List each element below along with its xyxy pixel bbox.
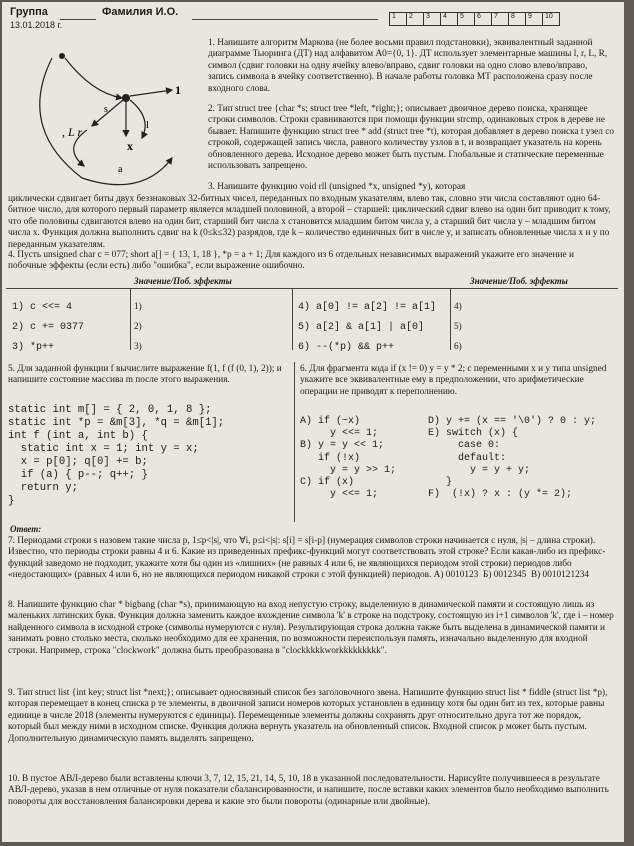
- score-cell: 6: [474, 12, 492, 26]
- answer-label: Ответ:: [10, 524, 42, 534]
- task-4-expr: 1) c <<= 4: [12, 302, 73, 313]
- diagram-label: 1: [175, 83, 181, 97]
- task-4-expr: 4) a[0] != a[2] != a[1]: [298, 302, 437, 313]
- task-4-expr: 5) a[2] & a[1] | a[0]: [298, 322, 425, 333]
- exam-sheet: [2, 2, 624, 842]
- task-1: 1. Напишите алгоритм Маркова (не более восьми правил подстановки), эквивалентный заданной диаграмме Тьюринга (ДТ) над алфавитом A0={0, 1}. ДТ использует элементарные машины l, r, L, R, символ (сдвиг головки на одну ячейку влево/вправо, сдвиг головки на одно слово влево/вправо, запись символа в ячейку соответственно). В начале работы головка МТ расположена сразу после входного слова.: [208, 38, 610, 94]
- task-5-code: static int m[] = { 2, 0, 1, 8 }; static int *p = &m[3], *q = &m[1]; int f (int a, int b) { static int x = 1; int y = x; x = p[0]; q[0] += b; if (a) { p--; q++; } return y; }: [8, 404, 225, 507]
- score-grid: [390, 12, 560, 26]
- score-cell: 10: [542, 12, 560, 26]
- task-4-header-right: Значение/Поб. эффекты: [470, 276, 568, 286]
- score-cell: 8: [508, 12, 526, 26]
- table-divider: [292, 288, 293, 350]
- task-4-expr: 3) *p++: [12, 342, 55, 353]
- task-4-answer-slot: 6): [454, 342, 462, 352]
- task-3: циклически сдвигает биты двух беззнаковых 32-битных чисел, переданных по входным указателям, влево так, словно эти числа составляют одно 64-битное число, для которого первый параметр является младшей половиной, а второй – старшей: циклический сдвиг влево на один бит приводит к тому, что обе половины сдвигаются влево на один бит, старший бит числа x становится младшим битом числа y, а старший бит числа y – младшим битом числа x. Функция должна выполнить сдвиг на k (0≤k≤32) разрядов, где k – количество единичных бит в числе y, и записать обновленные числа x и y по переданным указателям.: [8, 194, 613, 250]
- score-cell: 5: [457, 12, 475, 26]
- diagram-label: , L r: [62, 125, 83, 139]
- score-cell: 7: [491, 12, 509, 26]
- task-6: 6. Для фрагмента кода if (x != 0) y = y * 2; с переменными x и y типа unsigned укажите все эквивалентные ему в предположении, что арифметические операции не приводят к переполнению.: [300, 364, 609, 397]
- task-2: 2. Тип struct tree {char *s; struct tree *left, *right;}; описывает двоичное дерево поиска, хранящее строки символов. Строки сравниваются при помощи функции strcmp, одинаковых строк в дереве не бывает. Напишите функцию struct tree * add (struct tree *t), которая добавляет в дерево поиска t узел со строкой, содержащей запись числа, равного количеству узлов в t, и возвращает указатель на корень обновленного дерева. Исходное дерево может быть пустым. Глобальные и статические переменные использовать запрещено.: [208, 104, 617, 172]
- group-underline: [60, 19, 96, 20]
- score-cell: 3: [423, 12, 441, 26]
- score-cell: 9: [525, 12, 543, 26]
- task-10: 10. В пустое АВЛ-дерево были вставлены ключи 3, 7, 12, 15, 21, 14, 5, 10, 18 в указанной последовательности. Нарисуйте получившееся в результате АВЛ-дерево, указав в нем отличные от нуля показатели сбалансированности, и напишите, после вставки каких элементов было необходимо выполнить повороты для восстановления балансировки дерева и какие это были повороты (одинарные или двойные).: [8, 774, 612, 807]
- diagram-label: x: [127, 139, 133, 153]
- task-4-answer-slot: 1): [134, 302, 142, 312]
- date-label: 13.01.2018 г.: [10, 20, 63, 30]
- task-6-code-right: D) y += (x == '\0') ? 0 : y; E) switch (x) { case 0: default: y = y + y; } F) (!x) ? x : (y *= 2);: [428, 416, 597, 501]
- name-label: Фамилия И.О.: [102, 6, 179, 18]
- name-underline: [192, 19, 378, 20]
- diagram-label: a: [118, 164, 123, 175]
- task-7: 7. Периодами строки s назовем такие числа p, 1≤p<|s|, что ∀i, p≤i<|s|: s[i] = s[i-p] (нумерация символов строки начинается с нуля, |s| – длина строки). Известно, что периоды строки равны 4 и 6. Какие из приведенных префикс-функций могут соответствовать этой строке? Если какая-либо из префикс-функций заведомо не подходит, укажите хотя бы один из «лишних» (не равных 4 или 6, не являющихся периодом этой строки) периодов либо «недостающих» (равных 4 или 6, но не являющихся периодом никакой строки с этой функцией) периодов. А) 0010123 Б) 0012345 В) 0010121234: [8, 536, 606, 581]
- task-4-answer-slot: 3): [134, 342, 142, 352]
- task-5: 5. Для заданной функции f вычислите выражение f(1, f (f (0, 1), 2)); и напишите состояние массива m после этого выражения.: [8, 364, 285, 386]
- task-6-code-left: A) if (~x) y <<= 1; B) y = y << 1; if (!x) y = y >> 1; C) if (x) y <<= 1;: [300, 416, 397, 501]
- score-cell: 1: [389, 12, 407, 26]
- task-4-answer-slot: 5): [454, 322, 462, 332]
- column-divider: [294, 362, 295, 522]
- turing-diagram: [22, 38, 212, 188]
- task-3-title: 3. Напишите функцию void rll (unsigned *x, unsigned *y), которая: [208, 182, 466, 192]
- group-label: Группа: [10, 6, 48, 18]
- task-4-expr: 2) c += 0377: [12, 322, 85, 333]
- task-9: 9. Тип struct list {int key; struct list *next;}; описывает односвязный список без заголовочного звена. Напишите функцию struct list * fiddle (struct list *p), которая перемещает в конец списка p те элементы, в двоичной записи номеров которых установлен в единицу хотя бы один бит из тех, которые равны единице в числе 2018 (элементы нумеруются с единицы). Перемещенные элементы должны сохранять друг относительно друга тот же порядок, который был между ними в исходном списке. Функция должна вернуть указатель на обновленный список. Входной список p может быть пустым. Дополнительную динамическую память выделять запрещено.: [8, 688, 610, 744]
- score-cell: 2: [406, 12, 424, 26]
- task-4: 4. Пусть unsigned char c = 077; short a[] = { 13, 1, 18 }, *p = a + 1; Для каждого из 6 отдельных независимых выражений укажите его значение и побочные эффекты (если есть) либо "ошибка", если выражение ошибочно.: [8, 250, 577, 272]
- task-4-header-left: Значение/Поб. эффекты: [134, 276, 232, 286]
- task-4-answer-slot: 4): [454, 302, 462, 312]
- diagram-label: s: [104, 104, 108, 115]
- task-4-answer-slot: 2): [134, 322, 142, 332]
- task-8: 8. Напишите функцию char * bigbang (char *s), принимающую на вход непустую строку, выделенную в динамической памяти и состоящую лишь из маленьких латинских букв. Функция должна заменить каждое вхождение символа 'k' в строке на подстроку, состоящую из i+1 символов 'k', где i – номер найденного символа в исходной строке (символы нумеруются с нуля). Результирующая строка должна также быть выделена в динамической памяти и занимать ровно столько места, сколько необходимо для ее хранения, по возможности переиспользуя память, изначально выделенную для входной строки. Например, строка "clockwork" должна быть преобразована в "clockkkkkworkkkkkkkkk".: [8, 600, 617, 656]
- table-divider: [450, 288, 451, 350]
- score-cell: 4: [440, 12, 458, 26]
- task-4-expr: 6) --(*p) && p++: [298, 342, 395, 353]
- diagram-label: l: [146, 119, 150, 131]
- table-top-line: [6, 288, 618, 289]
- table-divider: [130, 288, 131, 350]
